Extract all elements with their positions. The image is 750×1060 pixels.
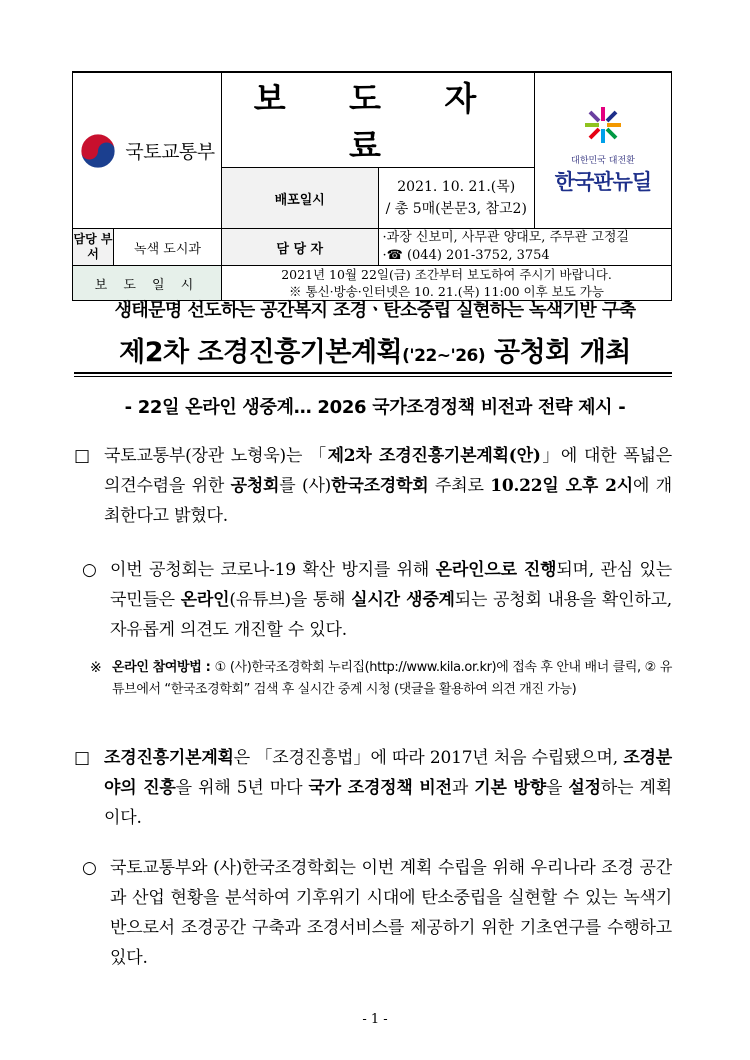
p2-bold: 실시간 생중계 bbox=[351, 590, 455, 610]
p2-text: (유튜브)을 통해 bbox=[229, 590, 352, 610]
paragraph-2 bbox=[110, 555, 672, 645]
p3-text: 을 bbox=[545, 778, 569, 798]
dept-name: 녹색 도시과 bbox=[134, 241, 201, 257]
p1-text: 」에 대한 폭넓은 의견수렴을 위한 bbox=[104, 446, 673, 496]
p1-bold: 10.22일 오후 2시 bbox=[490, 476, 634, 496]
distribution-info bbox=[378, 168, 535, 229]
circle-bullet-icon: ○ bbox=[82, 560, 97, 580]
p3-text: 은 「조경진흥법」에 따라 2017년 처음 수립됐으며, bbox=[233, 748, 624, 768]
embargo-line2: ※ 통신·방송·인터넷은 10. 21.(목) 11:00 이후 보도 가능 bbox=[289, 284, 604, 299]
press-release-title: 보 도 자 료 bbox=[222, 72, 535, 168]
distribution-date: 2021. 10. 21.(목) bbox=[397, 179, 516, 195]
p1-bold: 제2차 조경진흥기본계획(안) bbox=[327, 446, 541, 466]
press-release-header bbox=[72, 71, 672, 301]
dept-label: 담당 부서 bbox=[73, 229, 114, 265]
paragraph-1 bbox=[104, 441, 672, 531]
embargo-label: 보 도 일 시 bbox=[73, 266, 222, 301]
headline-subtitle: 생태문명 선도하는 공간복지 조경ㆍ탄소중립 실현하는 녹색기반 구축 bbox=[114, 300, 636, 321]
headline-main-b: 공청회 개최 bbox=[485, 337, 631, 368]
participation-note bbox=[112, 657, 672, 701]
note-bold: 온라인 참여방법 : bbox=[112, 660, 215, 675]
p3-text: 하는 계획이다. bbox=[104, 778, 672, 828]
p1-text: 를 (사) bbox=[279, 476, 332, 496]
headline-years: ('22~'26) bbox=[402, 346, 486, 366]
circle-bullet-icon: ○ bbox=[82, 858, 97, 878]
p3-text: 과 bbox=[451, 778, 475, 798]
ministry-name: 국토교통부 bbox=[125, 141, 215, 163]
paragraph-4: 국토교통부와 (사)한국조경학회는 이번 계획 수립을 위해 우리나라 조경 공간과 산업 현황을 분석하여 기후위기 시대에 탄소중립을 실현할 수 있는 녹색기반으로서 조경공간 구축과 조경서비스를 제공하기 위한 기초연구를 수행하고 있다. bbox=[110, 858, 672, 968]
p2-bold: 온라인으로 진행 bbox=[435, 560, 557, 580]
note-mark-icon: ※ bbox=[90, 660, 102, 676]
brand-subtitle: 대한민국 대전환 bbox=[571, 156, 635, 166]
contact-persons: ·과장 신보미, 사무관 양대모, 주무관 고정길 bbox=[382, 230, 630, 245]
p2-bold: 온라인 bbox=[180, 590, 230, 610]
p1-text: 에 개최한다고 밝혔다. bbox=[104, 476, 673, 526]
p1-bold: 한국조경학회 bbox=[331, 476, 429, 496]
p2-text: 되며, 관심 있는 국민들은 bbox=[110, 560, 672, 610]
headline-main bbox=[0, 330, 750, 369]
contact-info bbox=[378, 229, 672, 266]
page-number: - 1 - bbox=[362, 1012, 388, 1027]
note-text: ① (사)한국조경학회 누리집(http://www.kila.or.kr)에 접속 후 안내 배너 클릭, ② 유튜브에서 “한국조경학회” 검색 후 실시간 중계 시청 (댓글을 활용하여 의견 개진 가능) bbox=[112, 660, 672, 697]
korean-new-deal-logo bbox=[535, 72, 672, 229]
p1-text: 국토교통부(장관 노형욱)는 「 bbox=[104, 446, 328, 466]
headline-rule-thick bbox=[74, 372, 672, 374]
p3-bold: 국가 조경정책 비전 bbox=[308, 778, 452, 798]
ministry-logo-cell bbox=[73, 72, 222, 229]
taegeuk-emblem-icon bbox=[79, 132, 117, 170]
paragraph-3 bbox=[104, 743, 672, 833]
headline-main-a: 제2차 조경진흥기본계획 bbox=[119, 337, 403, 368]
p3-bold: 설정 bbox=[568, 778, 601, 798]
contact-phone: ·☎ (044) 201-3752, 3754 bbox=[382, 248, 550, 263]
contact-label: 담 당 자 bbox=[222, 229, 379, 266]
headline-tagline: - 22일 온라인 생중계… 2026 국가조경정책 비전과 전략 제시 - bbox=[124, 397, 626, 418]
p3-bold: 조경분야의 진흥 bbox=[104, 748, 672, 798]
distribution-pages: / 총 5매(본문3, 참고2) bbox=[385, 201, 527, 217]
p2-text: 되는 공청회 내용을 확인하고, 자유롭게 의견도 개진할 수 있다. bbox=[110, 590, 673, 640]
square-bullet-icon: □ bbox=[74, 446, 91, 466]
headline-rule-thin bbox=[74, 376, 672, 377]
brand-name: 한국판뉴딜 bbox=[554, 170, 652, 194]
embargo-line1: 2021년 10월 22일(금) 조간부터 보도하여 주시기 바랍니다. bbox=[281, 267, 612, 282]
p3-bold: 기본 방향 bbox=[474, 778, 546, 798]
dept-row bbox=[73, 229, 222, 266]
p1-text: 주최로 bbox=[428, 476, 491, 496]
square-bullet-icon: □ bbox=[74, 748, 91, 768]
p3-bold: 조경진흥기본계획 bbox=[104, 748, 234, 768]
p2-text: 이번 공청회는 코로나-19 확산 방지를 위해 bbox=[110, 560, 436, 580]
new-deal-star-icon bbox=[583, 105, 623, 145]
distribution-label: 배포일시 bbox=[222, 168, 379, 229]
p1-bold: 공청회 bbox=[230, 476, 280, 496]
p3-text: 을 위해 5년 마다 bbox=[175, 778, 309, 798]
